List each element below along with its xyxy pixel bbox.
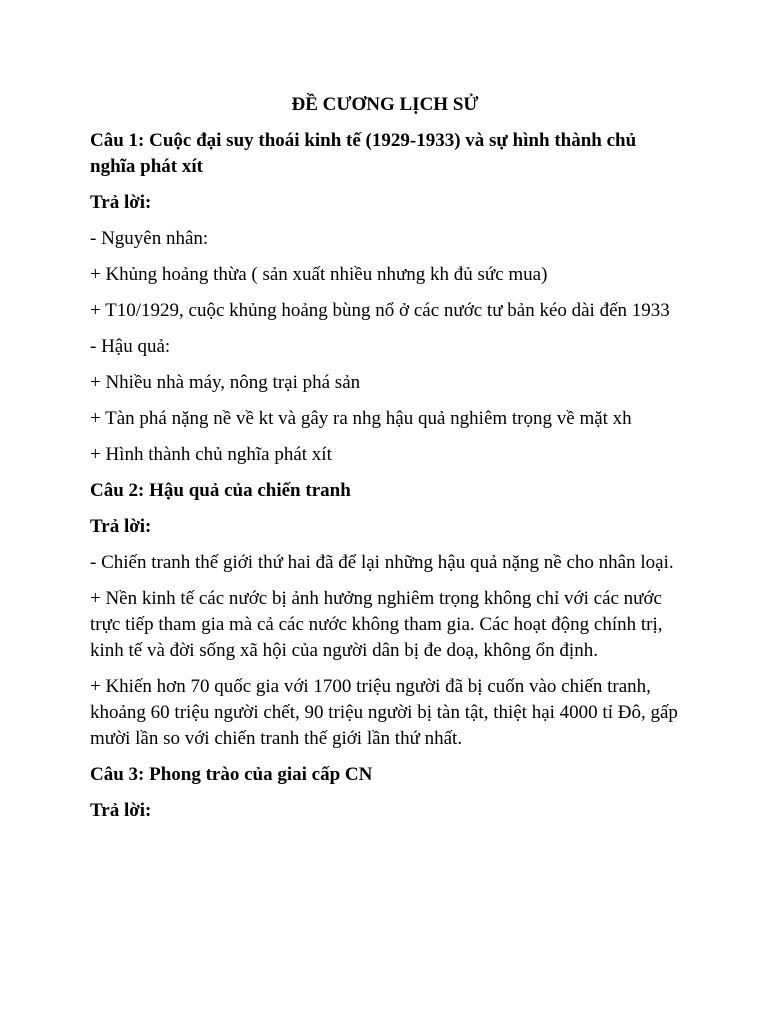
paragraph: + T10/1929, cuộc khủng hoảng bùng nổ ở các nước tư bản kéo dài đến 1933	[90, 300, 670, 321]
document-body	[90, 92, 680, 834]
document-title: ĐỀ CƯƠNG LỊCH SỬ	[291, 94, 479, 115]
question-3-heading: Câu 3: Phong trào của giai cấp CN	[90, 764, 373, 785]
paragraph: + Hình thành chủ nghĩa phát xít	[90, 444, 332, 465]
paragraph: + Khiến hơn 70 quốc gia với 1700 triệu người đã bị cuốn vào chiến tranh, khoảng 60 triệu người chết, 90 triệu người bị tàn tật, thiệt hại 4000 tỉ Đô, gấp mười lần so với chiến tranh thế giới lần thứ nhất.	[90, 676, 678, 749]
paragraph: - Chiến tranh thế giới thứ hai đã để lại những hậu quả nặng nề cho nhân loại.	[90, 552, 674, 573]
answer-label: Trả lời:	[90, 192, 152, 213]
answer-label: Trả lời:	[90, 800, 152, 821]
paragraph: - Nguyên nhân:	[90, 228, 209, 249]
paragraph: + Tàn phá nặng nề về kt và gây ra nhg hậu quả nghiêm trọng về mặt xh	[90, 408, 632, 429]
paragraph: + Khủng hoảng thừa ( sản xuất nhiều nhưng kh đủ sức mua)	[90, 264, 548, 285]
answer-label: Trả lời:	[90, 516, 152, 537]
question-2-heading: Câu 2: Hậu quả của chiến tranh	[90, 480, 351, 501]
paragraph: + Nhiều nhà máy, nông trại phá sản	[90, 372, 361, 393]
paragraph: + Nền kinh tế các nước bị ảnh hưởng nghiêm trọng không chỉ với các nước trực tiếp tham gia mà cả các nước không tham gia. Các hoạt động chính trị, kinh tế và đời sống xã hội của người dân bị đe doạ, không ổn định.	[90, 588, 663, 661]
paragraph: - Hậu quả:	[90, 336, 171, 357]
question-1-heading: Câu 1: Cuộc đại suy thoái kinh tế (1929-1933) và sự hình thành chủ nghĩa phát xít	[90, 130, 637, 177]
